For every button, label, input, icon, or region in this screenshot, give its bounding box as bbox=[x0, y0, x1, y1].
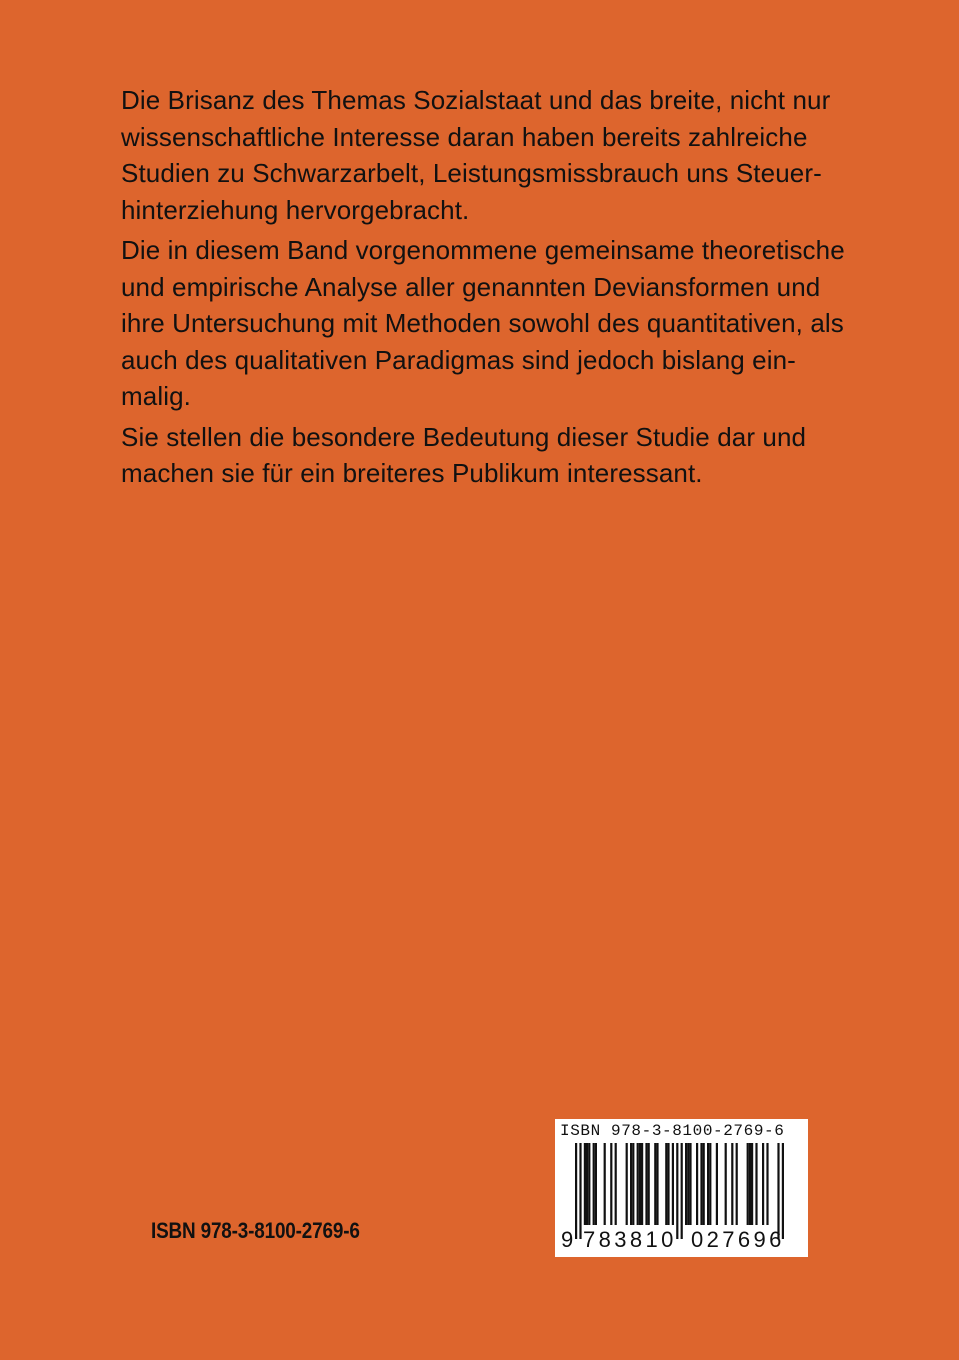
barcode-bar bbox=[654, 1143, 656, 1225]
blurb-paragraph-3 bbox=[121, 419, 896, 492]
barcode-bar bbox=[696, 1143, 698, 1225]
barcode-bar bbox=[703, 1143, 705, 1225]
text-line: auch des qualitativen Paradigmas sind jedoch bislang ein- bbox=[121, 344, 796, 375]
barcode-bar bbox=[672, 1143, 674, 1225]
barcode-bar bbox=[639, 1143, 641, 1225]
barcode-bar bbox=[749, 1143, 751, 1225]
barcode-bar bbox=[751, 1143, 753, 1225]
barcode-digits-left: 783810 bbox=[583, 1227, 677, 1252]
barcode-digit-first: 9 bbox=[561, 1227, 574, 1252]
barcode-bar bbox=[747, 1143, 749, 1225]
barcode-bar bbox=[626, 1143, 628, 1225]
barcode-bar bbox=[648, 1143, 650, 1225]
barcode-guard-bar bbox=[676, 1143, 678, 1239]
text-line: und empirische Analyse aller genannten Deviansformen und bbox=[121, 271, 821, 302]
barcode-bar bbox=[762, 1143, 764, 1225]
barcode-isbn-header: ISBN 978-3-8100-2769-6 bbox=[560, 1122, 785, 1140]
barcode-bar bbox=[615, 1143, 617, 1225]
text-line: wissenschaftliche Interesse daran haben bereits zahlreiche bbox=[121, 121, 808, 152]
isbn-label: ISBN 978-3-8100-2769-6 bbox=[151, 1218, 360, 1243]
barcode bbox=[555, 1119, 808, 1257]
barcode-bar bbox=[685, 1143, 687, 1225]
barcode-bar bbox=[645, 1143, 647, 1225]
text-line: hinterziehung hervorgebracht. bbox=[121, 194, 470, 225]
barcode-bar bbox=[584, 1143, 586, 1225]
barcode-bar bbox=[707, 1143, 709, 1225]
barcode-bar bbox=[687, 1143, 689, 1225]
barcode-guard-bar bbox=[777, 1143, 779, 1239]
barcode-bar bbox=[755, 1143, 757, 1225]
text-line: machen sie für ein breiteres Publikum interessant. bbox=[121, 458, 703, 488]
text-line: Studien zu Schwarzarbelt, Leistungsmissbrauch uns Steuer- bbox=[121, 158, 822, 188]
barcode-bar bbox=[700, 1143, 702, 1225]
barcode-bar bbox=[731, 1143, 733, 1225]
barcode-bar bbox=[667, 1143, 669, 1225]
barcode-bar bbox=[632, 1143, 634, 1225]
barcode-bar bbox=[709, 1143, 711, 1225]
text-line: Sie stellen die besondere Bedeutung dieser Studie dar und bbox=[121, 421, 807, 452]
barcode-bars bbox=[555, 1141, 808, 1241]
blurb-paragraph-2 bbox=[121, 232, 896, 415]
text-line: malig. bbox=[121, 381, 191, 411]
barcode-bar bbox=[736, 1143, 738, 1225]
barcode-bar bbox=[637, 1143, 639, 1225]
barcode-guard-bar bbox=[782, 1143, 784, 1239]
barcode-bar bbox=[716, 1143, 718, 1225]
barcode-bar bbox=[656, 1143, 658, 1225]
blurb-text bbox=[121, 82, 896, 496]
barcode-digits-right: 027696 bbox=[691, 1227, 785, 1252]
barcode-guard-bar bbox=[579, 1143, 581, 1239]
barcode-bar bbox=[766, 1143, 768, 1225]
barcode-bar bbox=[593, 1143, 595, 1225]
text-line: Die in diesem Band vorgenommene gemeinsame theoretische bbox=[121, 235, 845, 265]
barcode-bar bbox=[588, 1143, 590, 1225]
barcode-bar bbox=[641, 1143, 643, 1225]
barcode-bar bbox=[725, 1143, 727, 1225]
text-line: ihre Untersuchung mit Methoden sowohl des quantitativen, als bbox=[121, 308, 844, 338]
barcode-bar bbox=[610, 1143, 612, 1225]
text-line: Die Brisanz des Themas Sozialstaat und das breite, nicht nur bbox=[121, 85, 831, 115]
barcode-guard-bar bbox=[575, 1143, 577, 1239]
barcode-bar bbox=[665, 1143, 667, 1225]
barcode-bar bbox=[586, 1143, 588, 1225]
barcode-guard-bar bbox=[681, 1143, 683, 1239]
barcode-bar bbox=[595, 1143, 597, 1225]
barcode-bar bbox=[689, 1143, 691, 1225]
barcode-bar bbox=[604, 1143, 606, 1225]
blurb-paragraph-1 bbox=[121, 82, 896, 228]
barcode-bar bbox=[630, 1143, 632, 1225]
